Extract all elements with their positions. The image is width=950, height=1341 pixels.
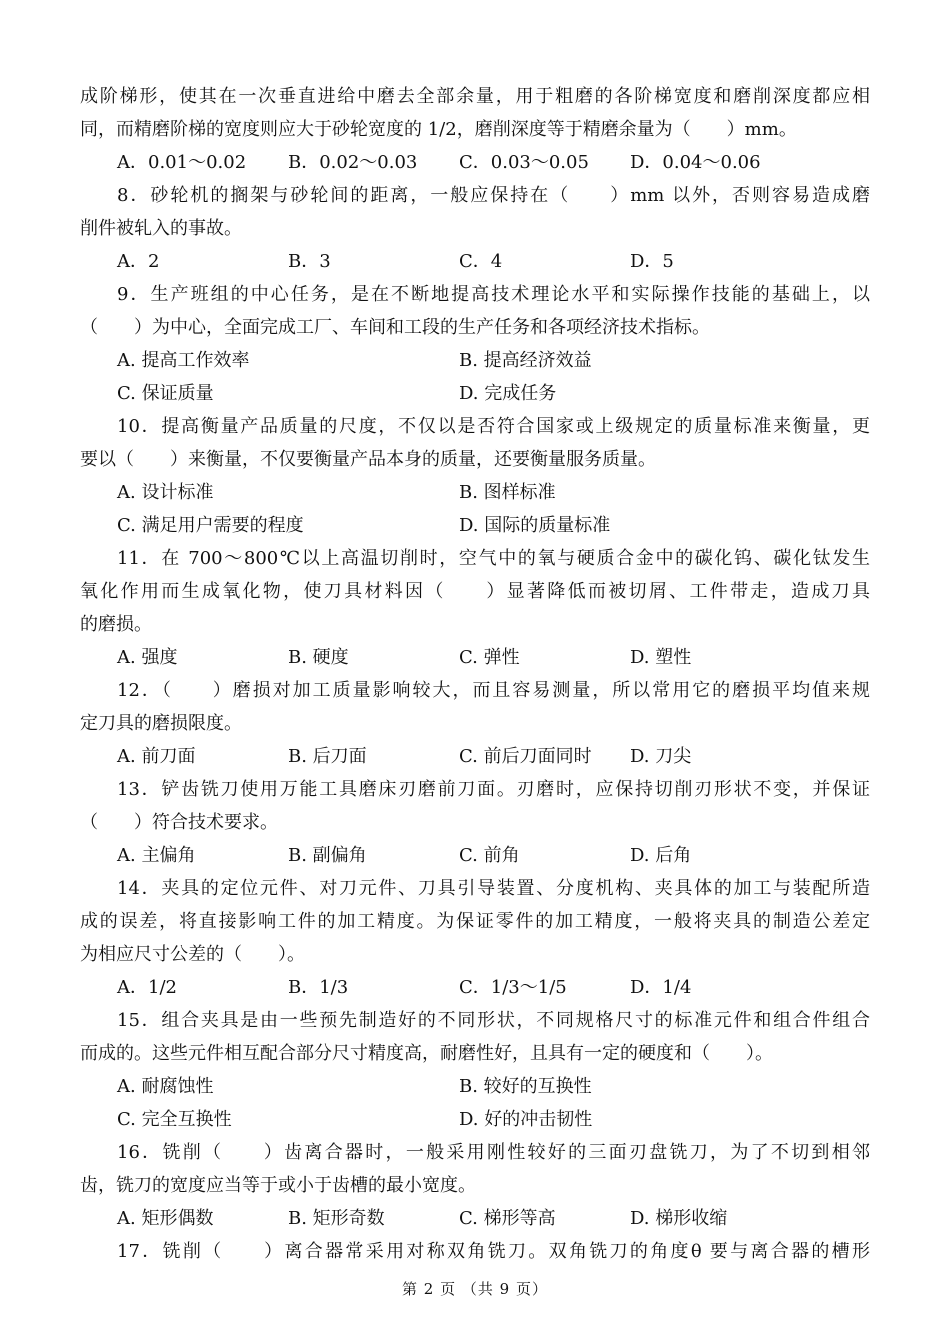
q11-text-line-2: 氧化作用而生成氧化物，使刀具材料因（ ）显著降低而被切屑、工件带走，造成刀具 (80, 581, 870, 602)
q8-text-line-2: 削件被轧入的事故。 (80, 218, 242, 239)
q11-options (80, 641, 870, 674)
q13-option-d: D. 后角 (630, 845, 692, 866)
q13-option-a: A. 主偏角 (117, 845, 196, 866)
q15-option-a: A. 耐腐蚀性 (117, 1076, 214, 1097)
q16-options (80, 1202, 870, 1235)
q7-options (80, 146, 870, 179)
q16-option-d: D. 梯形收缩 (630, 1208, 728, 1229)
q14-option-d: D．1/4 (630, 977, 692, 998)
q8-option-b: B．3 (288, 251, 331, 272)
q10-option-a: A. 设计标准 (117, 482, 214, 503)
q12-options (80, 740, 870, 773)
q12-option-b: B. 后刀面 (288, 746, 367, 767)
q17-text-line-1: 17．铣削（ ）离合器常采用对称双角铣刀。双角铣刀的角度θ 要与离合器的槽形 (117, 1241, 870, 1262)
q16-option-a: A. 矩形偶数 (117, 1208, 214, 1229)
q8-text-line-1: 8．砂轮机的搁架与砂轮间的距离，一般应保持在（ ）mm 以外，否则容易造成磨 (117, 185, 870, 206)
q9-option-d: D. 完成任务 (459, 383, 557, 404)
q9-option-b: B. 提高经济效益 (459, 350, 592, 371)
q11-text-line-1: 11．在 700～800℃以上高温切削时，空气中的氧与硬质合金中的碳化钨、碳化钛发生 (117, 548, 870, 569)
page-number-footer: 第 2 页 （共 9 页） (402, 1280, 548, 1298)
q8-option-d: D．5 (630, 251, 674, 272)
q12-option-d: D. 刀尖 (630, 746, 692, 767)
q13-text-line-2: （ ）符合技术要求。 (80, 812, 278, 833)
q8-option-c: C．4 (459, 251, 503, 272)
q14-option-c: C．1/3～1/5 (459, 977, 567, 998)
q11-option-d: D. 塑性 (630, 647, 692, 668)
q11-option-b: B. 硬度 (288, 647, 349, 668)
q9-options-row-2 (80, 377, 870, 410)
q15-options-row-2 (80, 1103, 870, 1136)
q16-option-b: B. 矩形奇数 (288, 1208, 385, 1229)
q10-text-line-2: 要以（ ）来衡量，不仅要衡量产品本身的质量，还要衡量服务质量。 (80, 449, 656, 470)
q10-options-row-2 (80, 509, 870, 542)
q7-text-line-2: 同，而精磨阶梯的宽度则应大于砂轮宽度的 1/2，磨削深度等于精磨余量为（ ）mm。 (80, 119, 797, 140)
q9-option-c: C. 保证质量 (117, 383, 214, 404)
q15-text-line-1: 15．组合夹具是由一些预先制造好的不同形状，不同规格尺寸的标准元件和组合件组合 (117, 1010, 870, 1031)
q8-option-a: A．2 (117, 251, 160, 272)
q10-options-row-1 (80, 476, 870, 509)
q12-text-line-2: 定刀具的磨损限度。 (80, 713, 242, 734)
q9-option-a: A. 提高工作效率 (117, 350, 250, 371)
q14-text-line-3: 为相应尺寸公差的（ ）。 (80, 944, 305, 965)
page-content (80, 80, 870, 1268)
q10-option-b: B. 图样标准 (459, 482, 556, 503)
q16-option-c: C. 梯形等高 (459, 1208, 556, 1229)
q7-option-d: D．0.04～0.06 (630, 152, 761, 173)
q13-text-line-1: 13．铲齿铣刀使用万能工具磨床刃磨前刀面。刃磨时，应保持切削刃形状不变，并保证 (117, 779, 870, 800)
q7-text-line-1: 成阶梯形，使其在一次垂直进给中磨去全部余量，用于粗磨的各阶梯宽度和磨削深度都应相 (80, 86, 870, 107)
q15-options-row-1 (80, 1070, 870, 1103)
q11-text-line-3: 的磨损。 (80, 614, 152, 635)
q14-option-b: B．1/3 (288, 977, 349, 998)
q14-text-line-2: 成的误差，将直接影响工件的加工精度。为保证零件的加工精度，一般将夹具的制造公差定 (80, 911, 870, 932)
q8-options (80, 245, 870, 278)
q9-options-row-1 (80, 344, 870, 377)
q13-option-b: B. 副偏角 (288, 845, 367, 866)
q16-text-line-2: 齿，铣刀的宽度应当等于或小于齿槽的最小宽度。 (80, 1175, 476, 1196)
q11-option-a: A. 强度 (117, 647, 178, 668)
q11-option-c: C. 弹性 (459, 647, 520, 668)
q7-option-c: C．0.03～0.05 (459, 152, 589, 173)
q15-option-d: D. 好的冲击韧性 (459, 1109, 593, 1130)
q10-text-line-1: 10．提高衡量产品质量的尺度，不仅以是否符合国家或上级规定的质量标准来衡量，更 (117, 416, 870, 437)
q15-text-line-2: 而成的。这些元件相互配合部分尺寸精度高，耐磨性好，且具有一定的硬度和（ ）。 (80, 1043, 773, 1064)
q15-option-b: B. 较好的互换性 (459, 1076, 592, 1097)
q14-options (80, 971, 870, 1004)
q14-option-a: A．1/2 (117, 977, 177, 998)
q12-option-a: A. 前刀面 (117, 746, 196, 767)
q10-option-d: D. 国际的质量标准 (459, 515, 611, 536)
q7-option-a: A．0.01～0.02 (117, 152, 247, 173)
q10-option-c: C. 满足用户需要的程度 (117, 515, 304, 536)
q15-option-c: C. 完全互换性 (117, 1109, 232, 1130)
q13-option-c: C. 前角 (459, 845, 520, 866)
q7-option-b: B．0.02～0.03 (288, 152, 418, 173)
q13-options (80, 839, 870, 872)
q9-text-line-1: 9．生产班组的中心任务，是在不断地提高技术理论水平和实际操作技能的基础上，以 (117, 284, 870, 305)
q14-text-line-1: 14．夹具的定位元件、对刀元件、刀具引导装置、分度机构、夹具体的加工与装配所造 (117, 878, 870, 899)
q12-text-line-1: 12．（ ）磨损对加工质量影响较大，而且容易测量，所以常用它的磨损平均值来规 (117, 680, 870, 701)
q9-text-line-2: （ ）为中心，全面完成工厂、车间和工段的生产任务和各项经济技术指标。 (80, 317, 710, 338)
q12-option-c: C. 前后刀面同时 (459, 746, 592, 767)
q16-text-line-1: 16．铣削（ ）齿离合器时，一般采用刚性较好的三面刃盘铣刀，为了不切到相邻 (117, 1142, 870, 1163)
